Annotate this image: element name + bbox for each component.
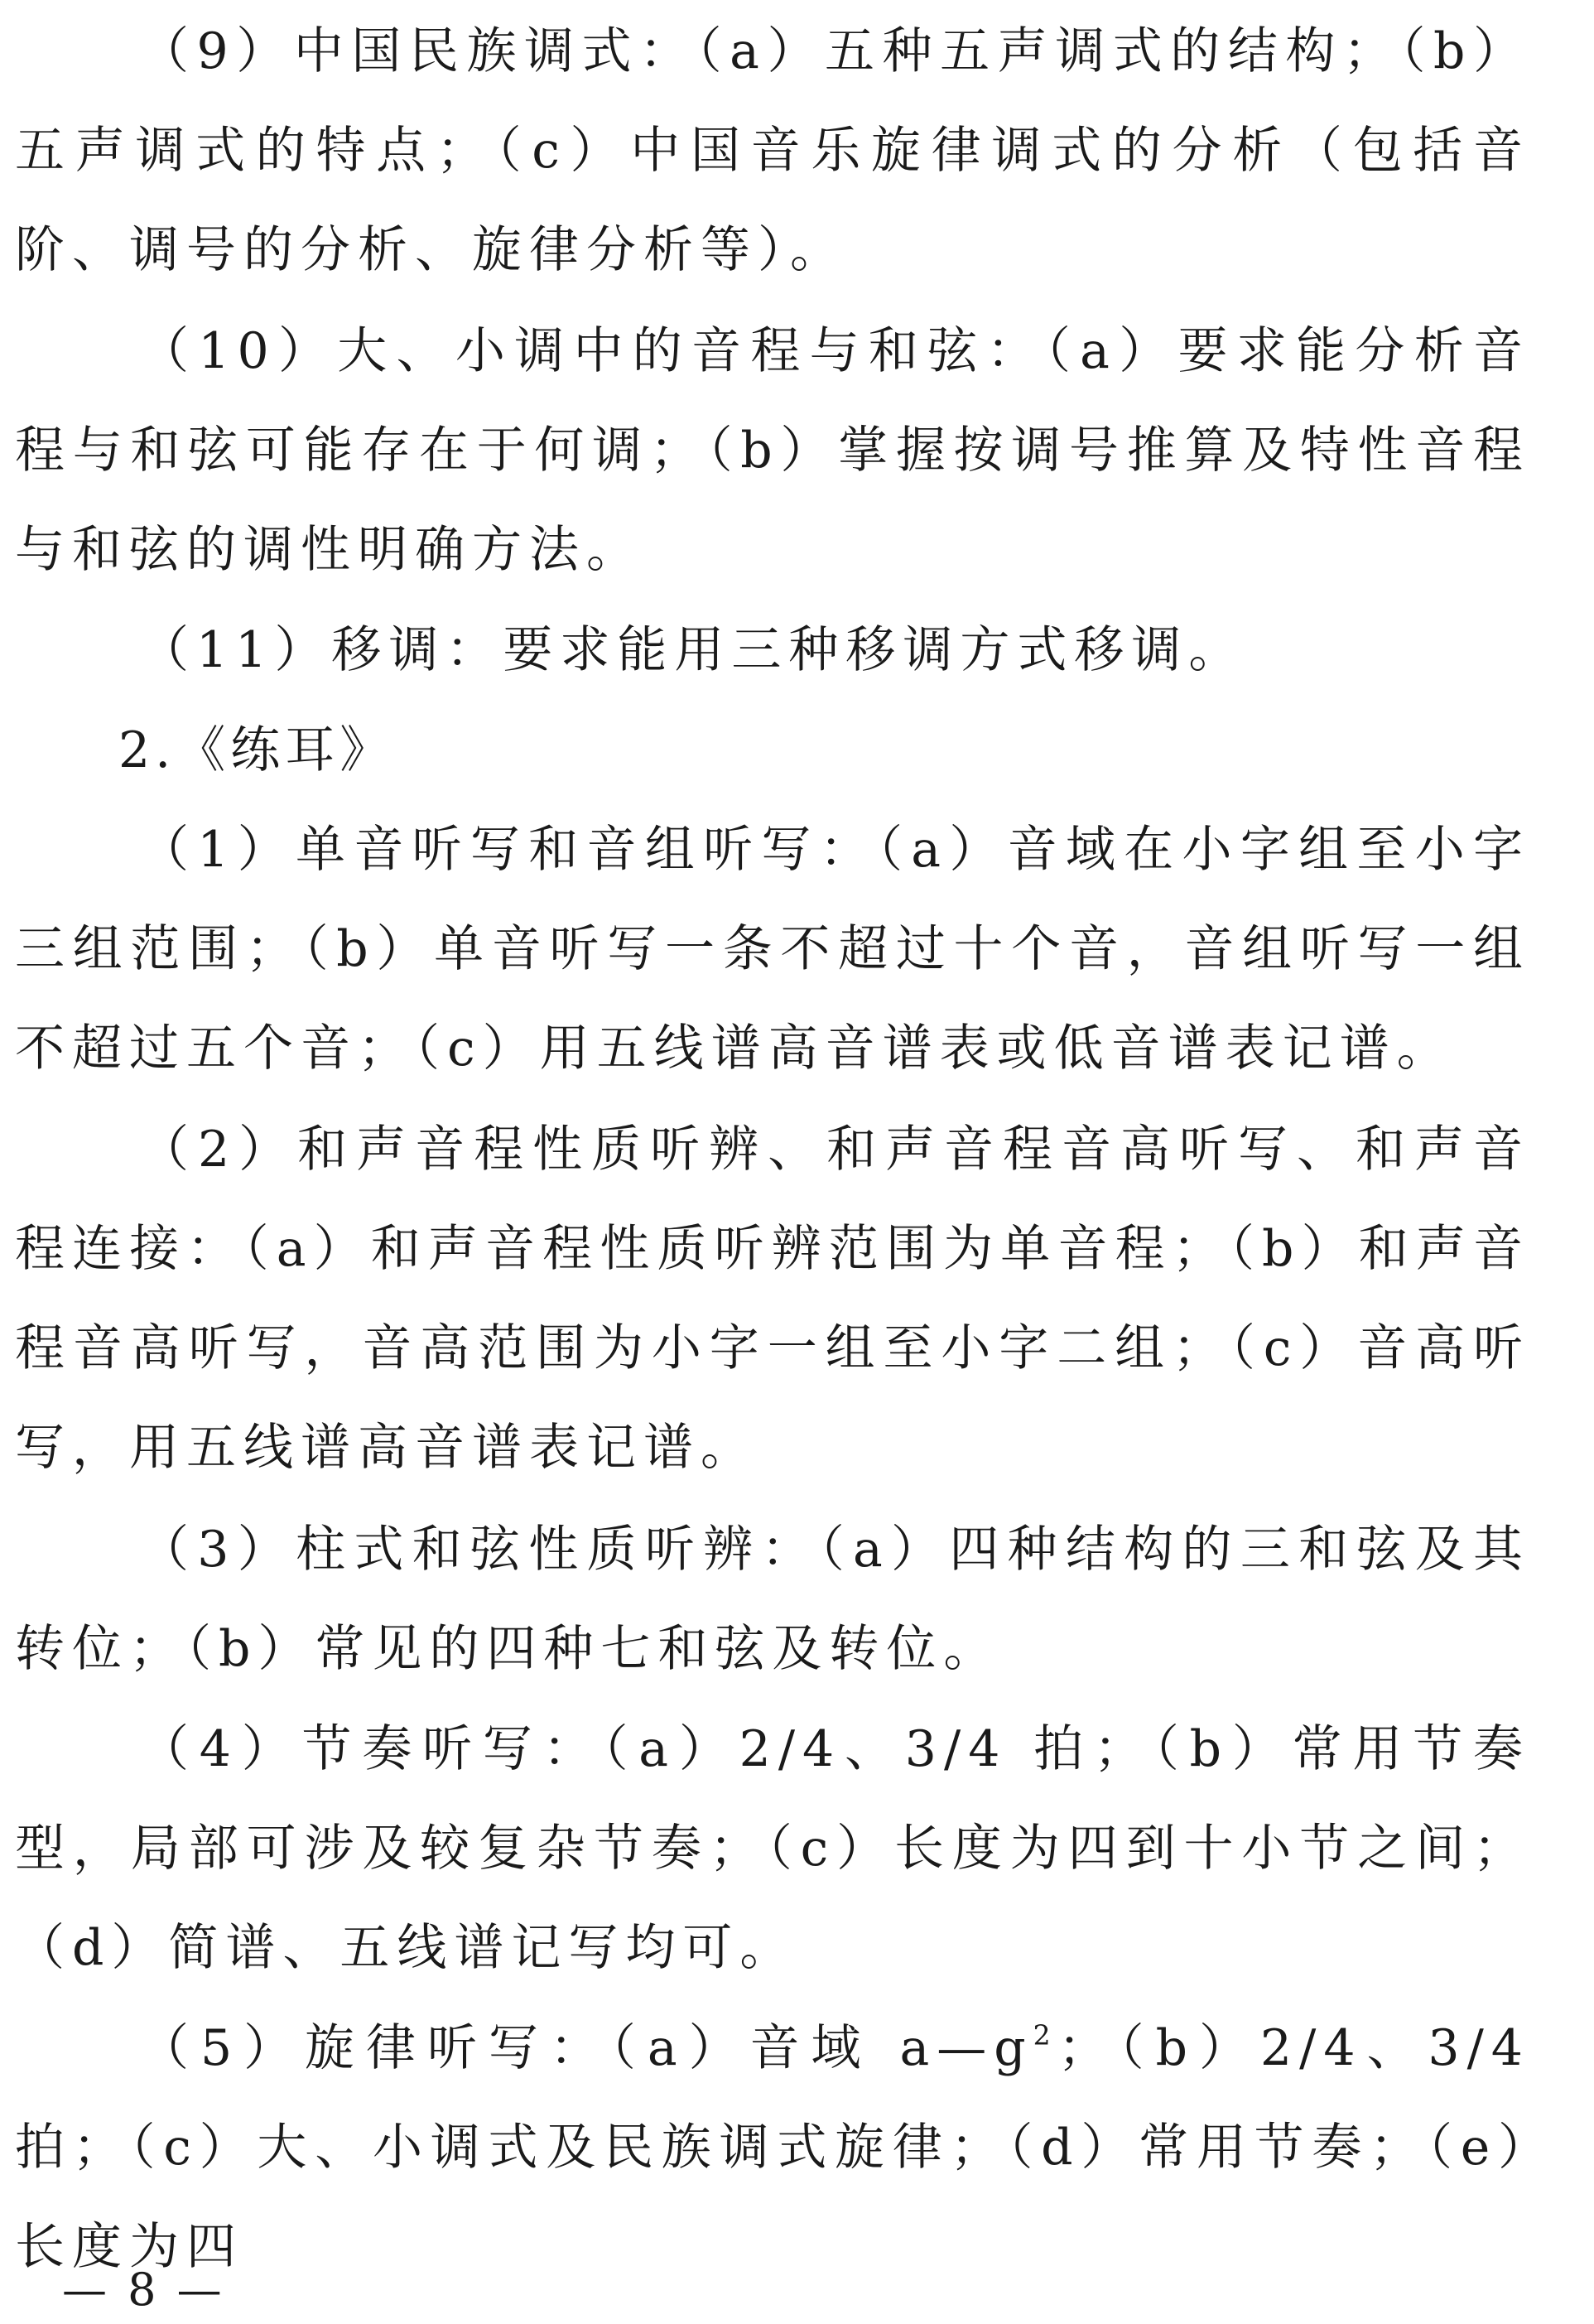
section-heading-ear-training: 2.《练耳》 (118, 721, 395, 779)
melody-dictation-text-end: ；（b）2/4、3/4 拍；（c）大、小调式及民族调式旋律；（d）常用节奏；（e）长度为四 (15, 2019, 1530, 2276)
page-number: — 8 — (62, 2264, 225, 2316)
paragraph-10-major-minor-intervals: （10）大、小调中的音程与和弦：（a）要求能分析音程与和弦可能存在于何调；（b）掌握按调号推算及特性音程与和弦的调性明确方法。 (15, 322, 1530, 579)
paragraph-11-transposition: （11）移调：要求能用三种移调方式移调。 (139, 621, 1246, 679)
paragraph-4-rhythm-dictation: （4）节奏听写：（a）2/4、3/4 拍；（b）常用节奏型，局部可涉及较复杂节奏；（c）长度为四到十小节之间；（d）简谱、五线谱记写均可。 (15, 1720, 1530, 1977)
paragraph-1-single-note-dictation: （1）单音听写和音组听写：（a）音域在小字组至小字三组范围；（b）单音听写一条不超过十个音，音组听写一组不超过五个音；（c）用五线谱高音谱表或低音谱表记谱。 (15, 821, 1530, 1078)
paragraph-9-national-modes: （9）中国民族调式：（a）五种五声调式的结构；（b）五声调式的特点；（c）中国音乐旋律调式的分析（包括音阶、调号的分析、旋律分析等）。 (15, 22, 1530, 279)
paragraph-2-harmonic-intervals: （2）和声音程性质听辨、和声音程音高听写、和声音程连接：（a）和声音程性质听辨范围为单音程；（b）和声音程音高听写，音高范围为小字一组至小字二组；（c）音高听写，用五线谱高音谱表记谱。 (15, 1121, 1530, 1477)
paragraph-3-chord-identification: （3）柱式和弦性质听辨：（a）四种结构的三和弦及其转位；（b）常见的四种七和弦及转位。 (15, 1521, 1530, 1678)
paragraph-5-melody-dictation (15, 1999, 1530, 2297)
melody-dictation-text-start: （5）旋律听写：（a）音域 a—g (139, 2019, 1033, 2077)
superscript-octave: 2 (1033, 2018, 1058, 2052)
